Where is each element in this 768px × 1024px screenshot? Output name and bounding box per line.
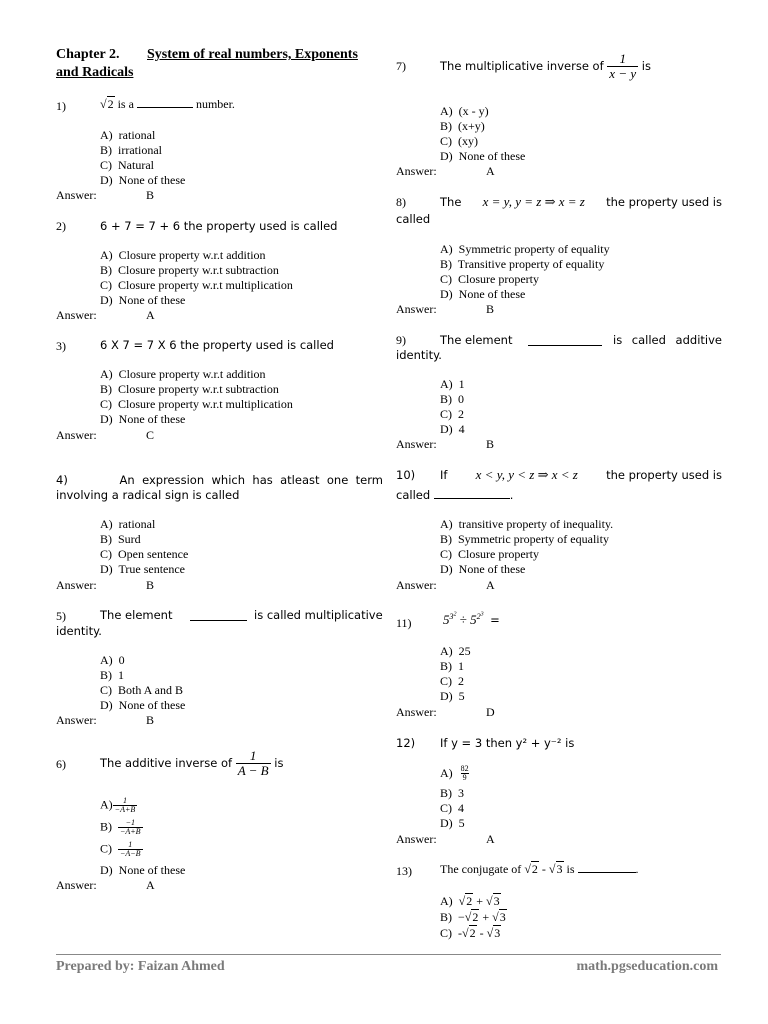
option: C) Closure property w.r.t multiplication — [100, 278, 293, 292]
option: A) 1 — [440, 377, 465, 391]
q12-options — [440, 786, 465, 831]
q1-text: √2 is a number. — [100, 97, 235, 111]
option: D) True sentence — [100, 562, 186, 576]
q1-answer: B — [146, 188, 155, 202]
option: B) irrational — [100, 143, 162, 157]
option: B) (x+y) — [440, 119, 485, 133]
q4-text-line1: 4) An expression which has atleast one term — [56, 473, 383, 487]
q4-options — [100, 517, 188, 577]
option: A) √2 + √3 — [440, 894, 500, 908]
option: D) None of these — [100, 863, 186, 877]
option: C) Both A and B — [100, 683, 184, 697]
q13-text: The conjugate of √2 - √3 is . — [440, 862, 639, 876]
option: A) 25 — [440, 644, 471, 658]
answer-blank — [137, 106, 193, 108]
option: A) (x - y) — [440, 104, 489, 118]
q5-answer: B — [146, 713, 155, 727]
q3-options — [100, 367, 293, 427]
chapter-label: Chapter 2. — [56, 47, 120, 62]
option: D) None of these — [100, 698, 186, 712]
q10-options — [440, 517, 613, 577]
option: C) Closure property — [440, 272, 539, 286]
q7-text: The multiplicative inverse of $\frac{1}{x - y}$ is — [440, 50, 651, 81]
answer-label: Answer: — [56, 878, 97, 892]
option: C) -√2 - √3 — [440, 926, 501, 940]
option: A) $\frac{1}{-A+B}$ — [100, 796, 136, 815]
footer-divider — [56, 954, 721, 955]
q2-answer: A — [146, 308, 155, 322]
option: D) None of these — [100, 173, 186, 187]
q9-number: 9) — [396, 333, 406, 347]
option: C) Closure property w.r.t multiplication — [100, 397, 293, 411]
q7-options — [440, 104, 525, 164]
option: A) Closure property w.r.t addition — [100, 248, 266, 262]
q10-text-line2: called . — [396, 488, 514, 502]
q10-text: If x < y, y < z ⇒ x < z the property used is — [440, 467, 722, 482]
q4-text-line2: involving a radical sign is called — [56, 488, 240, 502]
option: C) 2 — [440, 407, 464, 421]
q9-text-start: The element — [440, 333, 513, 347]
q3-answer: C — [146, 428, 155, 442]
option: B) 1 — [100, 668, 124, 682]
answer-label: Answer: — [56, 308, 97, 322]
q8-text: The x = y, y = z ⇒ x = z the property used is — [440, 194, 722, 209]
q11-options — [440, 644, 471, 704]
option: B) Surd — [100, 532, 141, 546]
q6-answer: A — [146, 878, 155, 892]
fraction: $\frac{1}{x - y}$ — [609, 50, 637, 81]
option: D) None of these — [440, 287, 526, 301]
q8-text-line2: called — [396, 212, 431, 226]
q5-text-start: The element — [100, 608, 173, 622]
option: C) 4 — [440, 801, 464, 815]
q8-answer: B — [486, 302, 495, 316]
option: B) Closure property w.r.t subtraction — [100, 263, 279, 277]
q12-number: 12) — [396, 736, 416, 750]
answer-label: Answer: — [56, 578, 97, 592]
option: A) rational — [100, 517, 156, 531]
q10-number: 10) — [396, 468, 416, 482]
q8-options — [440, 242, 610, 302]
option: D) None of these — [440, 562, 526, 576]
option: D) 5 — [440, 816, 465, 830]
q2-number: 2) — [56, 219, 66, 233]
option: D) None of these — [100, 412, 186, 426]
answer-label: Answer: — [396, 705, 437, 719]
q12-text: If y = 3 then y² + y⁻² is — [440, 736, 575, 750]
option: C) (xy) — [440, 134, 478, 148]
answer-label: Answer: — [396, 164, 437, 178]
q11-expression: $5^{3^2} \div 5^{2^3}$ = — [443, 611, 500, 627]
option: B) Closure property w.r.t subtraction — [100, 382, 279, 396]
answer-label: Answer: — [56, 713, 97, 727]
q5-text-end: is called multiplicative — [254, 608, 383, 622]
option: B) −√2 + √3 — [440, 910, 506, 924]
answer-label: Answer: — [56, 428, 97, 442]
q9-text-end: is called additive — [613, 333, 722, 347]
option: B) 3 — [440, 786, 464, 800]
q13-options — [440, 893, 507, 941]
q10-answer: A — [486, 578, 495, 592]
q1-options — [100, 128, 185, 188]
option: C) 2 — [440, 674, 464, 688]
q5-number: 5) — [56, 609, 66, 623]
q11-answer: D — [486, 705, 495, 719]
chapter-title-line2: and Radicals — [56, 65, 134, 80]
answer-blank — [578, 871, 636, 873]
fraction: $\frac{1}{A - B}$ — [237, 747, 269, 778]
q8-number: 8) — [396, 195, 406, 209]
option: A) $\frac{82}{9}$ — [440, 764, 469, 783]
q7-number: 7) — [396, 59, 406, 73]
q4-answer: B — [146, 578, 155, 592]
option: A) 0 — [100, 653, 125, 667]
option: A) Closure property w.r.t addition — [100, 367, 266, 381]
answer-label: Answer: — [396, 437, 437, 451]
answer-blank — [190, 620, 247, 621]
option: B) Transitive property of equality — [440, 257, 605, 271]
option: A) Symmetric property of equality — [440, 242, 610, 256]
q2-text: 6 + 7 = 7 + 6 the property used is called — [100, 219, 338, 233]
chapter-title-line1: System of real numbers, Exponents — [147, 47, 358, 62]
option: B) 0 — [440, 392, 464, 406]
q1-number: 1) — [56, 99, 66, 113]
q5-text-line2: identity. — [56, 624, 102, 638]
option: D) 4 — [440, 422, 465, 436]
q3-text: 6 X 7 = 7 X 6 the property used is called — [100, 338, 334, 352]
sqrt-symbol: √2 — [100, 97, 114, 111]
option: B) Symmetric property of equality — [440, 532, 609, 546]
answer-label: Answer: — [396, 578, 437, 592]
option: B) $\frac{-1}{-A+B}$ — [100, 818, 141, 837]
q12-answer: A — [486, 832, 495, 846]
q5-options — [100, 653, 185, 713]
option: C) $\frac{1}{-A-B}$ — [100, 840, 141, 859]
option: A) transitive property of inequality. — [440, 517, 614, 531]
q7-answer: A — [486, 164, 495, 178]
q9-text-line2: identity. — [396, 348, 442, 362]
footer-website: math.pgseducation.com — [576, 959, 718, 974]
option: A) rational — [100, 128, 156, 142]
q2-options — [100, 248, 293, 308]
q9-answer: B — [486, 437, 495, 451]
option: D) 5 — [440, 689, 465, 703]
footer-author: Prepared by: Faizan Ahmed — [56, 959, 225, 974]
q6-number: 6) — [56, 757, 66, 771]
option: C) Open sentence — [100, 547, 189, 561]
answer-blank — [528, 345, 602, 346]
q13-number: 13) — [396, 864, 412, 878]
answer-label: Answer: — [396, 302, 437, 316]
option: D) None of these — [440, 149, 526, 163]
answer-blank — [434, 497, 510, 499]
answer-label: Answer: — [56, 188, 97, 202]
option: C) Natural — [100, 158, 154, 172]
q9-options — [440, 377, 465, 437]
q6-text: The additive inverse of $\frac{1}{A - B}$ is — [100, 747, 284, 778]
q11-number: 11) — [396, 616, 412, 630]
option: B) 1 — [440, 659, 464, 673]
option: C) Closure property — [440, 547, 539, 561]
option: D) None of these — [100, 293, 186, 307]
q3-number: 3) — [56, 339, 66, 353]
answer-label: Answer: — [396, 832, 437, 846]
